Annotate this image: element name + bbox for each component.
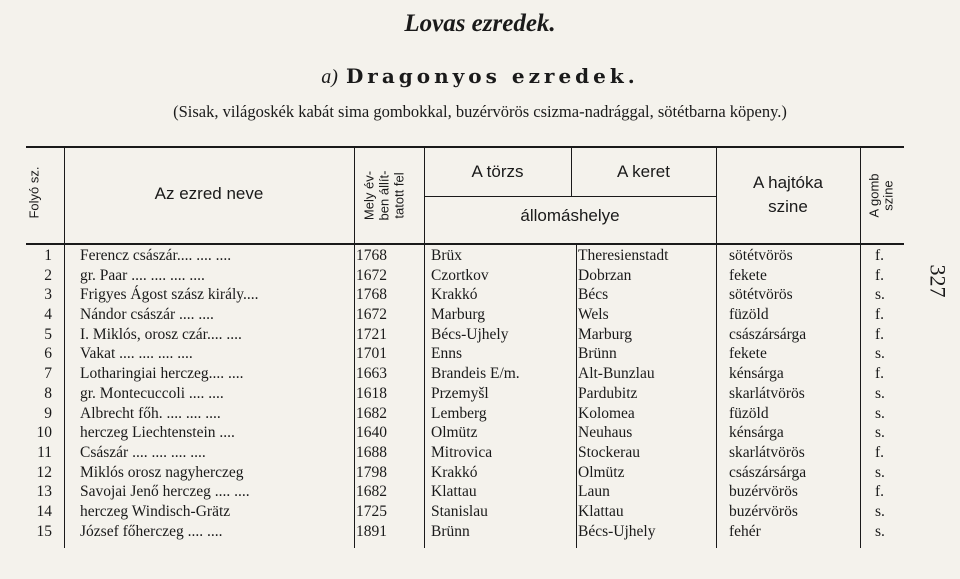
keret-station: Laun (578, 483, 610, 501)
header-bottom-rule (26, 243, 904, 245)
keret-station: Kolomea (578, 404, 635, 422)
torzs-station: Mitrovica (431, 443, 493, 461)
button-color: s. (875, 286, 885, 304)
facing-color: kénsárga (729, 365, 784, 383)
row-number: 12 (36, 463, 52, 481)
keret-station: Alt-Bunzlau (578, 365, 655, 383)
header-torzs: A törzs (471, 162, 524, 181)
row-number: 5 (44, 325, 52, 343)
header-name: Az ezred neve (154, 184, 264, 203)
founding-year: 1721 (356, 325, 387, 343)
founding-year: 1701 (356, 345, 387, 363)
regiment-name: József főherczeg .... .... (80, 522, 223, 540)
torzs-station: Marburg (431, 306, 485, 324)
founding-year: 1618 (356, 384, 387, 402)
founding-year: 1798 (356, 463, 387, 481)
keret-station: Pardubitz (578, 384, 638, 402)
regiment-name: Savojai Jenő herczeg .... .... (80, 483, 250, 501)
table-row (26, 364, 906, 384)
row-number: 10 (36, 424, 52, 442)
keret-station: Bécs (578, 286, 609, 304)
torzs-station: Bécs-Ujhely (431, 325, 509, 343)
button-color: s. (875, 502, 885, 520)
button-color: f. (875, 443, 885, 461)
keret-station: Neuhaus (578, 424, 633, 442)
torzs-station: Brünn (431, 522, 470, 540)
page-title: Lovas ezredek. (404, 10, 556, 37)
row-number: 1 (44, 247, 52, 264)
section-heading (0, 64, 960, 89)
row-number: 7 (44, 365, 52, 383)
keret-station: Brünn (578, 345, 617, 363)
torzs-station: Enns (431, 345, 462, 363)
row-number: 14 (36, 502, 52, 520)
row-number: 9 (44, 404, 52, 422)
row-number: 11 (37, 443, 52, 461)
regiment-name: Császár .... .... .... .... (80, 443, 206, 461)
keret-station: Olmütz (578, 463, 625, 481)
table-row (26, 305, 906, 325)
keret-station: Klattau (578, 502, 624, 520)
regiment-name: I. Miklós, orosz czár.... .... (80, 325, 242, 343)
facing-color: fekete (729, 345, 767, 363)
keret-station: Bécs-Ujhely (578, 522, 656, 540)
facing-color: sötétvörös (729, 286, 793, 304)
row-number: 2 (44, 266, 52, 284)
button-color: s. (875, 463, 885, 481)
table-row (26, 443, 906, 463)
regiment-name: herczeg Windisch-Grätz (80, 502, 231, 520)
founding-year: 1725 (356, 502, 387, 520)
facing-color: császársárga (729, 463, 807, 481)
keret-station: Theresienstadt (578, 247, 669, 264)
torzs-station: Olmütz (431, 424, 478, 442)
founding-year: 1682 (356, 404, 387, 422)
regiment-name: Frigyes Ágost szász király.... (80, 286, 259, 304)
facing-color: füzöld (729, 404, 769, 422)
header-num: Folyó sz. (26, 166, 42, 219)
button-color: s. (875, 384, 885, 402)
founding-year: 1672 (356, 266, 387, 284)
regiment-name: Nándor császár .... .... (80, 306, 214, 324)
button-color: f. (875, 247, 885, 264)
torzs-station: Przemyšl (431, 384, 489, 402)
torzs-station: Lemberg (431, 404, 487, 422)
founding-year: 1682 (356, 483, 387, 501)
regiment-name: herczeg Liechtenstein .... (80, 424, 235, 442)
table-row (26, 285, 906, 305)
facing-color: füzöld (729, 306, 769, 324)
header-year-1: Mely év- (361, 170, 377, 221)
header-keret: A keret (617, 162, 670, 181)
founding-year: 1672 (356, 306, 387, 324)
button-color: f. (875, 266, 885, 284)
facing-color: császársárga (729, 325, 807, 343)
founding-year: 1891 (356, 522, 387, 540)
table-row (26, 325, 906, 345)
button-color: f. (875, 483, 885, 501)
row-number: 6 (44, 345, 52, 363)
founding-year: 1768 (356, 247, 387, 264)
button-color: f. (875, 365, 885, 383)
torzs-station: Brüx (431, 247, 462, 264)
button-color: f. (875, 306, 885, 324)
table-row (26, 502, 906, 522)
page-number: 327 (925, 264, 951, 298)
row-number: 15 (36, 522, 52, 540)
regiment-name: Albrecht főh. .... .... .... (80, 404, 221, 422)
table-row (26, 344, 906, 364)
regiment-name: Lotharingiai herczeg.... .... (80, 365, 244, 383)
table-row (26, 463, 906, 483)
keret-station: Marburg (578, 325, 632, 343)
header-gomb-1: A gomb (866, 173, 882, 218)
row-number: 13 (36, 483, 52, 501)
keret-station: Dobrzan (578, 266, 632, 284)
header-color-2: szine (768, 197, 808, 216)
torzs-station: Stanislau (431, 502, 488, 520)
torzs-station: Czortkov (431, 266, 489, 284)
regiment-name: Vakat .... .... .... .... (80, 345, 193, 363)
section-mark: a) (321, 66, 338, 88)
button-color: s. (875, 345, 885, 363)
row-number: 3 (44, 286, 52, 304)
torzs-station: Klattau (431, 483, 477, 501)
header-color-1: A hajtóka (753, 173, 823, 192)
regiment-table (26, 246, 906, 541)
keret-station: Wels (578, 306, 609, 324)
table-row (26, 482, 906, 502)
header-gomb-2: szine (880, 180, 896, 211)
founding-year: 1663 (356, 365, 387, 383)
table-row (26, 423, 906, 443)
torzs-station: Krakkó (431, 463, 478, 481)
header-station: állomáshelye (520, 206, 620, 225)
table-row (26, 404, 906, 424)
founding-year: 1768 (356, 286, 387, 304)
regiment-name: gr. Montecuccoli .... .... (80, 384, 224, 402)
facing-color: skarlátvörös (729, 384, 805, 402)
facing-color: buzérvörös (729, 502, 798, 520)
row-number: 4 (44, 306, 52, 324)
button-color: s. (875, 404, 885, 422)
regiment-name: gr. Paar .... .... .... .... (80, 266, 205, 284)
regiment-name: Ferencz császár.... .... .... (80, 247, 232, 264)
founding-year: 1688 (356, 443, 387, 461)
facing-color: kénsárga (729, 424, 784, 442)
header-year-2: ben állít- (376, 170, 392, 221)
facing-color: fehér (729, 522, 761, 540)
torzs-station: Krakkó (431, 286, 478, 304)
table-row (26, 522, 906, 542)
facing-color: fekete (729, 266, 767, 284)
table-row (26, 266, 906, 286)
regiment-name: Miklós orosz nagyherczeg (80, 463, 244, 481)
founding-year: 1640 (356, 424, 387, 442)
header-year-3: tatott fel (391, 172, 407, 219)
uniform-note: (Sisak, világoskék kabát sima gombokkal, buzérvörös csizma-nadrággal, sötétbarna köpeny.) (173, 102, 787, 121)
facing-color: skarlátvörös (729, 443, 805, 461)
row-number: 8 (44, 384, 52, 402)
table-row (26, 246, 906, 266)
button-color: s. (875, 522, 885, 540)
torzs-station: Brandeis E/m. (431, 365, 520, 383)
facing-color: buzérvörös (729, 483, 798, 501)
button-color: f. (875, 325, 885, 343)
station-divider (424, 196, 716, 197)
keret-station: Stockerau (578, 443, 640, 461)
section-title: Dragonyos ezredek. (345, 64, 639, 88)
button-color: s. (875, 424, 885, 442)
table-top-rule (26, 146, 904, 148)
facing-color: sötétvörös (729, 247, 793, 264)
table-row (26, 384, 906, 404)
